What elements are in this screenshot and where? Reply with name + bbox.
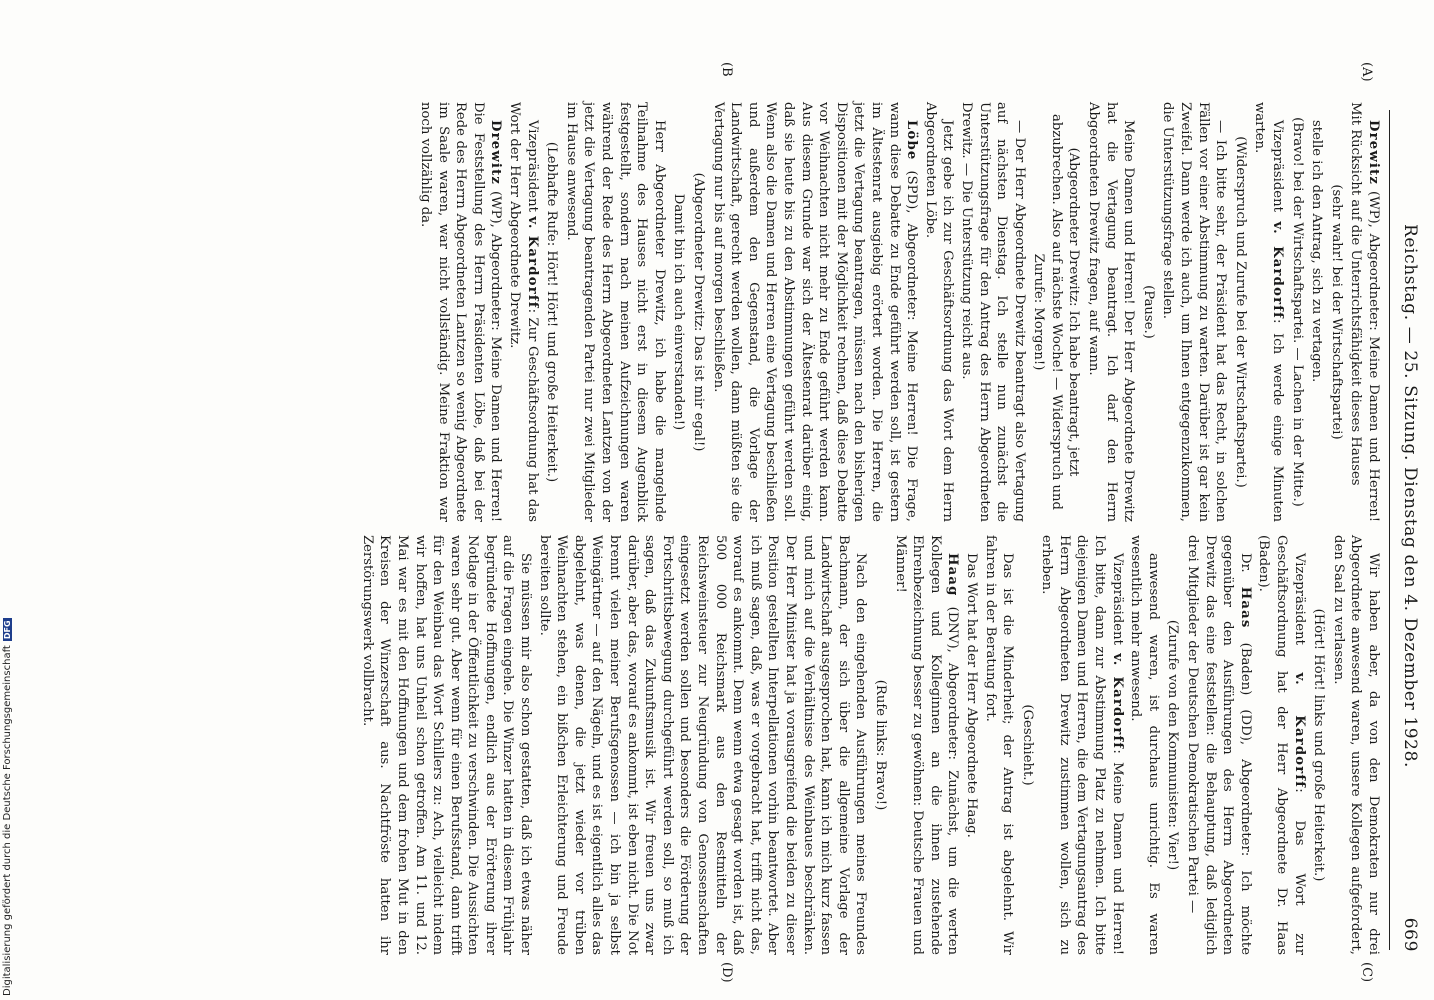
- speaker-name: v. Kardorff: [1270, 221, 1286, 319]
- speaker-paragraph: [1038, 535, 1126, 955]
- speaker-paragraph: [1255, 535, 1308, 955]
- speaker-role: Vizepräsident: [1270, 120, 1286, 222]
- right-column: [357, 535, 1382, 955]
- speaker-paragraph: [1183, 535, 1253, 955]
- stage-direction: (Bravo! bei der Wirtschaftspartei. — Lachen in der Mitte.): [1289, 117, 1305, 507]
- body-paragraph: Damit bin ich auch einverstanden!): [671, 193, 687, 431]
- speaker-name: Drewitz: [1366, 120, 1381, 186]
- stage-direction: (Lebhafte Rufe: Hört! Hört! und große Heiterkeit.): [544, 141, 560, 483]
- speech-text: : Ich werde einige Minuten warten.: [1252, 102, 1286, 523]
- speaker-paragraph: [709, 102, 920, 522]
- speaker-paragraph: [1347, 102, 1382, 522]
- speech-text: (WP), Abgeordneter: Meine Damen und Herren! Mit Rücksicht auf die Unterrichtsfähigkeit dieses Hauses: [1348, 102, 1381, 522]
- speaker-name: Haas: [1237, 586, 1253, 629]
- page-number: 669: [1400, 917, 1420, 952]
- speaker-name: v. Kardorff: [1291, 672, 1307, 789]
- speaker-paragraph: [506, 102, 541, 522]
- body-paragraph: — Der Herr Abgeordnete Drewitz beantragt also Vertagung auf nächsten Dienstag. Ich stelle nun zunächst die Unterstützungsfrage für den Antrag des Herrn Abgeordneten Drewitz. — Die Unterstützung reicht aus.: [958, 102, 1027, 522]
- dfg-logo: DFG: [3, 620, 12, 640]
- stage-direction: (Abgeordneter Drewitz: Ich habe beantragt, jetzt abzubrechen. Also auf nächste Woche! — Widerspruch und Zurufe: Morgen!): [1031, 114, 1082, 510]
- speaker-name: Haag: [945, 553, 961, 597]
- speaker-role: Dr.: [1237, 553, 1253, 587]
- stage-direction: (sehr wahr! bei der Wirtschaftspartei): [1328, 184, 1344, 440]
- speaker-role: Vizepräsident: [524, 120, 540, 217]
- digitization-note-text: Digitalisierung gefördert durch die Deutsche Forschungsgemeinschaft: [2, 645, 13, 996]
- speaker-paragraph: [1251, 102, 1286, 522]
- body-paragraph: Meine Damen und Herren! Der Herr Abgeordnete Drewitz hat die Vertagung beantragt. Ich darf den Herrn Abgeordneten Drewitz fragen, auf wann.: [1086, 102, 1137, 522]
- body-paragraph: Sie müssen mir also schon gestatten, daß ich etwas näher auf die Fragen eingehe. Die Winzer hatten in diesem Frühjahr begründete Hoffnungen, endlich aus der Erörterung ihrer Notlage in der Öffentlichkeit zu verschwinden. Die Aussichten waren sehr gut. Aber wenn für einen Berufsstand, dann trifft für den Weinbau das Wort Schillers zu: Ach, vielleicht indem wir hoffen, hat uns Unheil schon getroffen. Am 11. und 12. Mai war es mit den Hoffnungen und dem frohen Mut in den Kreisen der Winzerschaft aus. Nachtfröste hatten ihr Zerstörungswerk vollbracht.: [359, 535, 534, 955]
- body-paragraph: Das ist die Minderheit; der Antrag ist abgelehnt. Wir fahren in der Beratung fort.: [982, 535, 1016, 955]
- stage-direction: (Abgeordneter Drewitz: Das ist mir egal!): [691, 172, 707, 452]
- speaker-name: Drewitz: [488, 120, 504, 186]
- body-paragraph: — Ich bitte sehr, der Präsident hat das Recht, in solchen Fällen vor einer Abstimmung zu warten. Darüber ist gar kein Zweifel. Dann werde ich auch, um Ihnen entgegenzukommen, die Unterstützungsfrage stellen.: [1160, 102, 1229, 522]
- header-title: Reichstag. — 25. Sitzung. Dienstag den 4. Dezember 1928.: [1400, 224, 1420, 768]
- speech-text: (SPD), Abgeordneter: Meine Herren! Die Frage, wann diese Debatte zu Ende geführt werden soll, ist gestern im Ältestenrat ausgiebig erörtert worden. Die Herren, die jetzt die Vertagung beantragen, müssen nach den bisherigen Dispositionen mit der Möglichkeit rechnen, daß diese Debatte vor Weihnachten nicht mehr zu Ende geführt werden kann. Aus diesem Grunde war sich der Ältestenrat darüber einig, daß sie heute bis zu den Abstimmungen geführt werden soll. Wenn also die Damen und Herren eine Vertagung beschließen und außerdem den Gegenstand, die Vorlage der Landwirtschaft, gerecht werden wollen, dann müßten sie die Vertagung nur bis auf morgen beschließen.: [710, 102, 920, 522]
- stage-direction: (Rufe links: Bravo!): [872, 679, 888, 811]
- speaker-paragraph: [891, 535, 961, 955]
- speech-text: : Meine Damen und Herren! Ich bitte, dann zur Abstimmung Platz zu nehmen. Ich bitte diejenigen Damen und Herren, die dem Vertagungsantrag des Herrn Abgeordneten Drewitz zustimmen wollen, sich zu erheben.: [1039, 535, 1125, 955]
- speech-text: (DNV), Abgeordneter: Zunächst, um die werten Kollegen und Kolleginnen an die ihnen zustehende Ehrenbezeichnung besser zu gewöhnen: Deutsche Frauen und Männer!: [892, 535, 961, 955]
- speaker-paragraph: [417, 102, 505, 522]
- digitization-note: [2, 566, 16, 996]
- speaker-name: Löbe: [904, 120, 920, 161]
- speech-text: : Zur Geschäftsordnung hat das Wort der Herr Abgeordnete Drewitz.: [507, 102, 540, 522]
- margin-mark-b: (B: [719, 62, 734, 77]
- margin-mark-a: (A): [1359, 62, 1374, 82]
- speech-text: : Das Wort zur Geschäftsordnung hat der Herr Abgeordnete Dr. Haas (Baden).: [1256, 535, 1307, 956]
- header-rule: [1389, 110, 1390, 950]
- margin-mark-d: (D): [719, 962, 734, 983]
- stage-direction: (Pause.): [1140, 285, 1156, 339]
- stage-direction: (Hört! Hört! links und große Heiterkeit.): [1311, 608, 1327, 882]
- body-paragraph: Nach den eingehenden Ausführungen meines Freundes Bachmann, der sich über die allgemeine Vorlage der Landwirtschaft ausgesprochen hat, kann ich mich kurz fassen und mich auf die Verhältnisse des Weinbaues beschränken. Der Herr Minister hat ja vorausgreifend die beiden zu dieser Position gestellten Interpellationen vorhin beantwortet. Aber ich muß sagen, daß, was er vorgebracht hat, trifft nicht das, worauf es ankommt. Denn wenn etwa gesagt worden ist, daß 500 000 Reichsmark aus den Restmitteln der Reichsweinsteuer zur Neugründung von Genossenschaften eingesetzt werden sollen und besonders die Förderung der Fortschrittsbewegung durchgeführt werden soll, so muß ich sagen, daß das Zukunftsmusik ist. Wir freuen uns zwar darüber, aber das, worauf es ankommt, ist eben nicht. Die Not brennt vielen meiner Berufsgenossen — ich bin ja selbst Weingärtner — auf den Nägeln, und es ist eigentlich alles das abgelehnt, was denen, die jetzt wieder vor trüben Weihnachten stehen, ein bißchen Erleichterung und Freude bereiten sollte.: [536, 535, 869, 955]
- stage-direction: (Geschieht.): [1019, 704, 1035, 786]
- speaker-role: Vizepräsident: [1291, 553, 1307, 673]
- page-header: [1392, 80, 1420, 952]
- speech-text: (Baden) (DD), Abgeordneter: Ich möchte gegenüber den Ausführungen des Herrn Abgeordneten Drewitz das eine feststellen: die Behauptung, daß lediglich drei Mitglieder der Deutschen Demokratischen Partei —: [1185, 535, 1253, 956]
- speech-text: (WP), Abgeordneter: Meine Damen und Herren! Die Feststellung des Herrn Präsidenten Löbe, daß bei der Rede des Herrn Abgeordneten Lantzen so wenig Abgeordnete im Saale waren, war nicht vollständig. Meine Fraktion war noch vollzählig da.: [418, 102, 504, 522]
- body-paragraph: Jetzt gebe ich zur Geschäftsordnung das Wort dem Herrn Abgeordneten Löbe.: [922, 102, 956, 522]
- body-paragraph: anwesend waren, ist durchaus unrichtig. Es waren wesentlich mehr anwesend.: [1128, 535, 1161, 955]
- speaker-name: v. Kardorff: [524, 216, 540, 309]
- left-column: [416, 102, 1382, 522]
- body-paragraph: Das Wort hat der Herr Abgeordnete Haag.: [963, 553, 979, 838]
- stage-direction: (Zurufe von den Kommunisten: Vier!): [1165, 619, 1181, 871]
- stage-direction: (Widerspruch und Zurufe bei der Wirtschaftspartei.): [1232, 136, 1248, 488]
- body-paragraph: stelle ich den Antrag, sich zu vertagen.: [1309, 120, 1325, 383]
- speaker-name: v. Kardorff: [1109, 653, 1125, 750]
- body-paragraph: Herr Abgeordneter Drewitz, ich habe die mangelnde Teilnahme des Hauses nicht erst in diesem Augenblick festgestellt, sondern nach meinen Aufzeichnungen waren während der Rede des Herrn Abgeordneten Lantzen von der jetzt die Vertagung beantragenden Partei nur zwei Mitglieder im Hause anwesend.: [563, 102, 667, 522]
- margin-mark-c: (C): [1359, 962, 1374, 983]
- speaker-role: Vizepräsident: [1109, 553, 1125, 654]
- body-paragraph: Wir haben aber, da von den Demokraten nur drei Abgeordnete anwesend waren, unsere Kollegen aufgefordert, den Saal zu verlassen.: [1330, 535, 1381, 955]
